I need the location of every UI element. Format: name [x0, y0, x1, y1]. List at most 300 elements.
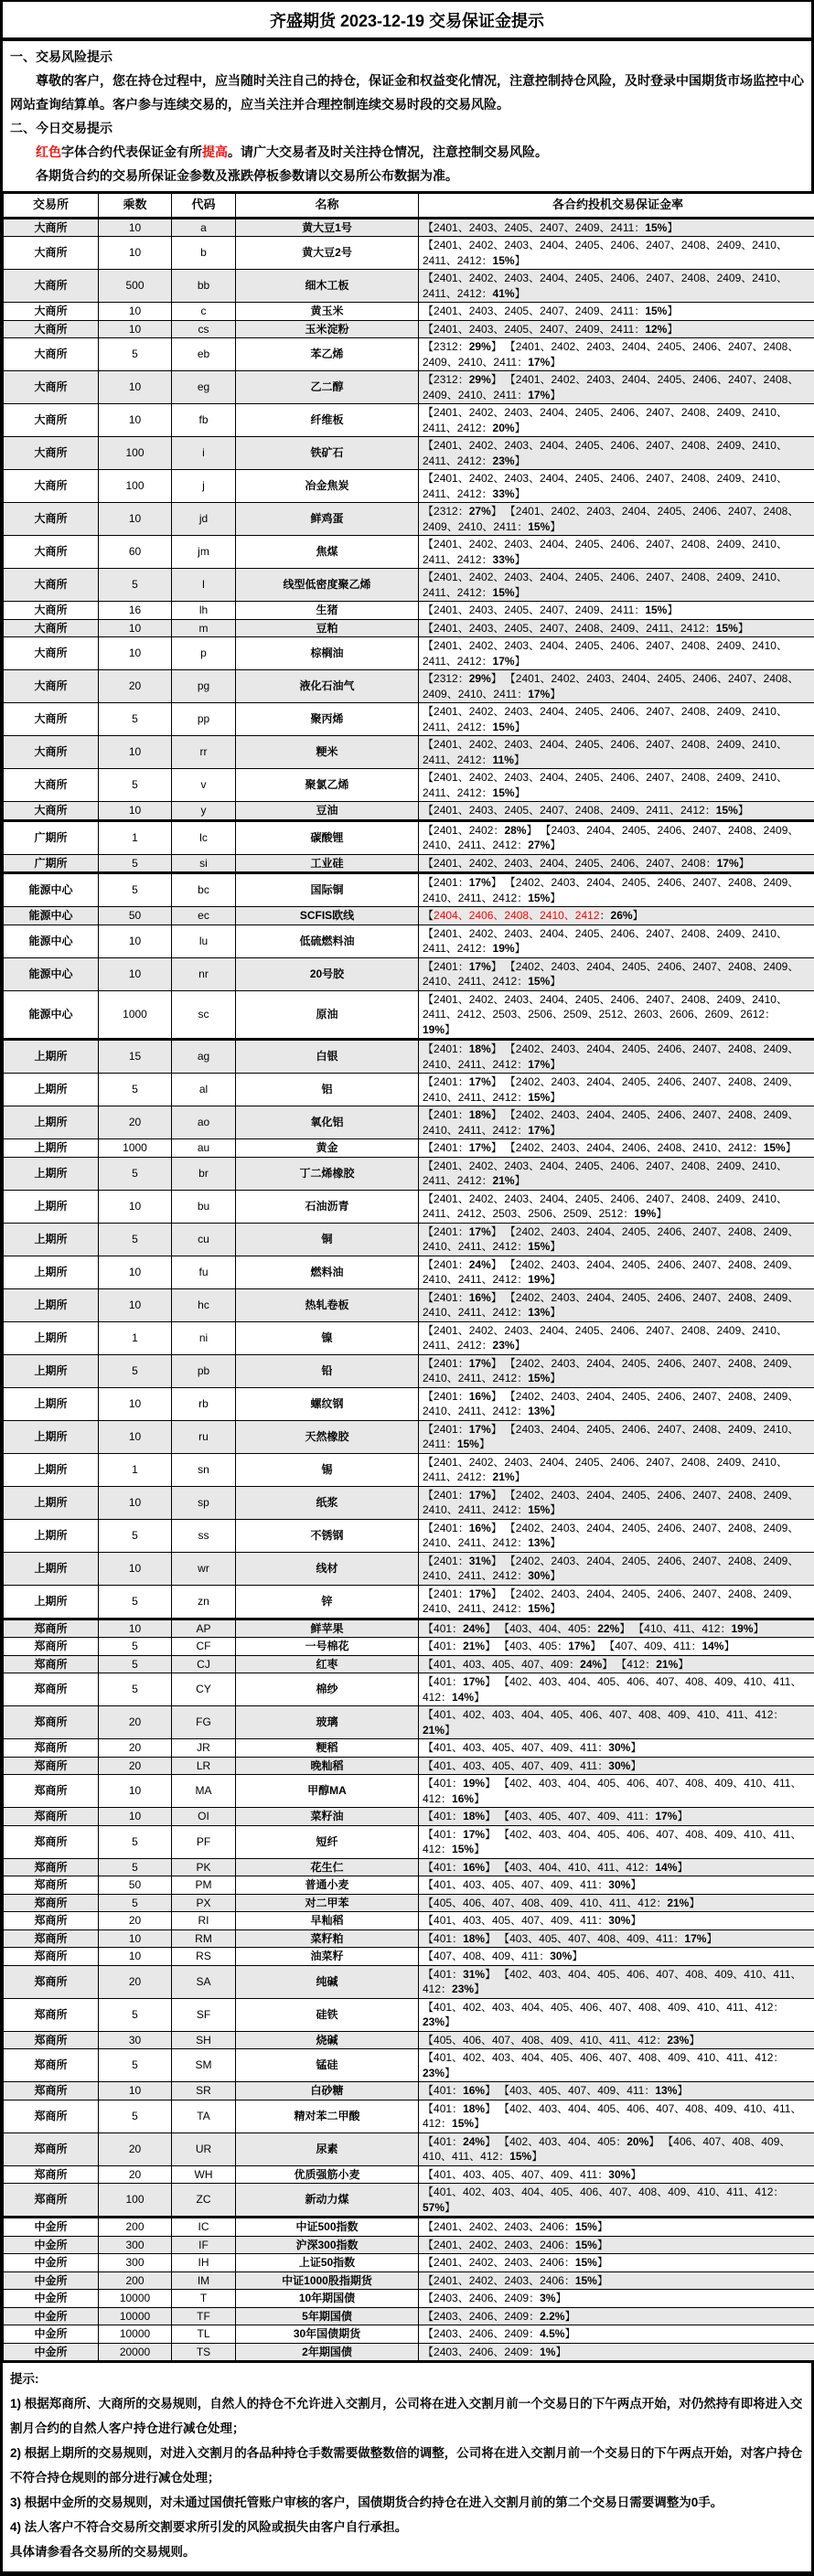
margin-rates-cell [419, 1453, 814, 1486]
margin-rates-cell [419, 602, 814, 620]
code-cell: ni [172, 1321, 236, 1354]
name-cell: 锰硅 [236, 2049, 419, 2082]
code-cell: zn [172, 1585, 236, 1619]
multiplier-cell: 10 [99, 1808, 172, 1826]
margin-rates-cell [419, 1074, 814, 1106]
code-cell: v [172, 769, 236, 802]
multiplier-cell: 15 [99, 1040, 172, 1074]
name-cell: 花生仁 [236, 1858, 419, 1876]
margin-group: 【401、403、405、407、409、411：30%】 [423, 1759, 641, 1772]
margin-rates-cell [419, 569, 814, 602]
exchange-cell: 大商所 [4, 503, 99, 536]
exchange-cell: 上期所 [4, 1040, 99, 1074]
multiplier-cell: 10 [99, 371, 172, 404]
multiplier-cell: 20 [99, 2132, 172, 2165]
table-row [4, 569, 814, 602]
margin-group: 【2403、2404、2405、2406、2407、2408、2409、2410、2411：15%】 [423, 1423, 798, 1451]
margin-rates-cell [419, 907, 814, 925]
exchange-cell: 能源中心 [4, 925, 99, 957]
margin-group: 【2401、2402、2403、2404、2405、2406、2407、2408、2409、2410、2411、2412：19%】 [423, 927, 787, 956]
margin-rates-cell [419, 1825, 814, 1858]
margin-group: 【2401、2402、2403、2404、2405、2406、2407、2408、2409、2410、2411：15%】 [423, 505, 798, 533]
exchange-cell: 大商所 [4, 602, 99, 620]
margin-group: 【401、403、405、407、409、411：30%】 [423, 1914, 641, 1927]
table-row [4, 2165, 814, 2184]
name-cell: 5年期国债 [236, 2307, 419, 2325]
margin-group: 【2401、2402、2403、2404、2405、2406、2407、2408、2409、2410、2411、2412：21%】 [423, 1456, 787, 1484]
multiplier-cell: 5 [99, 1998, 172, 2031]
margin-group: 【2403、2406、2409：1%】 [423, 2346, 566, 2358]
name-cell: 优质强筋小麦 [236, 2165, 419, 2184]
margin-rates-cell [419, 1106, 814, 1139]
code-cell: TA [172, 2100, 236, 2132]
margin-rates-cell [419, 1808, 814, 1826]
name-cell: 豆油 [236, 802, 419, 821]
name-cell: 苯乙烯 [236, 338, 419, 371]
margin-rates-cell [419, 218, 814, 237]
multiplier-cell: 300 [99, 2236, 172, 2254]
exchange-cell: 中金所 [4, 2325, 99, 2344]
margin-group: 【402、403、404、405、406、407、408、409、410、411、412：14%】 [423, 1675, 801, 1704]
multiplier-cell: 5 [99, 1655, 172, 1673]
name-cell: 普通小麦 [236, 1876, 419, 1895]
table-row [4, 820, 814, 854]
multiplier-cell: 100 [99, 2184, 172, 2218]
multiplier-cell: 10 [99, 925, 172, 957]
name-cell: 菜籽油 [236, 1808, 419, 1826]
name-cell: 液化石油气 [236, 670, 419, 703]
name-cell: 铁矿石 [236, 437, 419, 470]
table-row [4, 907, 814, 925]
margin-group: 【2402、2403、2404、2405、2406、2407、2408、2409、2410、2411、2412：17%】 [423, 1108, 798, 1137]
margin-rates-cell [419, 802, 814, 821]
table-row [4, 2049, 814, 2082]
multiplier-cell: 10 [99, 637, 172, 670]
margin-rates-cell [419, 1585, 814, 1619]
table-row [4, 1288, 814, 1321]
table-row [4, 1321, 814, 1354]
name-cell: 聚氯乙烯 [236, 769, 419, 802]
multiplier-cell: 5 [99, 1638, 172, 1656]
margin-group: 【2401：18%】 [423, 1108, 502, 1121]
name-cell: 甲醇MA [236, 1775, 419, 1808]
margin-rates-cell [419, 1552, 814, 1585]
exchange-cell: 郑商所 [4, 1655, 99, 1673]
name-cell: 线材 [236, 1552, 419, 1585]
name-cell: 丁二烯橡胶 [236, 1157, 419, 1190]
exchange-cell: 上期所 [4, 1486, 99, 1519]
exchange-cell: 郑商所 [4, 2132, 99, 2165]
margin-group: 【2312：29%】 [423, 373, 502, 386]
section2-paragraph: 各期货合约的交易所保证金参数及涨跌停板参数请以交易所公布数据为准。 [10, 164, 804, 187]
margin-rates-cell [419, 820, 814, 854]
multiplier-cell: 20 [99, 1912, 172, 1930]
multiplier-cell: 60 [99, 536, 172, 569]
table-row [4, 925, 814, 957]
margin-rates-cell [419, 2082, 814, 2100]
name-cell: 鲜苹果 [236, 1619, 419, 1638]
margin-rates-cell [419, 1157, 814, 1190]
table-row [4, 1638, 814, 1656]
margin-group: 【2401、2402、2403、2404、2405、2406、2407、2408、2409、2410、2411：17%】 [423, 340, 798, 369]
margin-group: 【2402、2403、2404、2405、2406、2407、2408、2409、2410、2411、2412：15%】 [423, 1075, 798, 1104]
margin-rates-cell [419, 1223, 814, 1256]
name-cell: 油菜籽 [236, 1948, 419, 1966]
margin-rates-cell [419, 873, 814, 907]
code-cell: TL [172, 2325, 236, 2344]
name-cell: 纯碱 [236, 1965, 419, 1998]
exchange-cell: 大商所 [4, 303, 99, 321]
code-cell: LR [172, 1757, 236, 1775]
table-row [4, 1256, 814, 1288]
name-cell: 冶金焦炭 [236, 470, 419, 503]
multiplier-cell: 5 [99, 2049, 172, 2082]
margin-group: 【2401、2402、2403、2404、2405、2406、2407、2408、2409、2410、2411、2412、2503、2506、2509、2512：19%】 [423, 1192, 787, 1221]
table-row [4, 957, 814, 990]
margin-rates-cell [419, 703, 814, 736]
exchange-cell: 中金所 [4, 2236, 99, 2254]
code-cell: fb [172, 404, 236, 437]
multiplier-cell: 10000 [99, 2290, 172, 2308]
margin-rates-cell [419, 1929, 814, 1948]
multiplier-cell: 5 [99, 1519, 172, 1552]
code-cell: cs [172, 320, 236, 338]
table-row [4, 2132, 814, 2165]
name-cell: 铜 [236, 1223, 419, 1256]
multiplier-cell: 5 [99, 1894, 172, 1912]
name-cell: 乙二醇 [236, 371, 419, 404]
name-cell: 短纤 [236, 1825, 419, 1858]
exchange-cell: 大商所 [4, 270, 99, 303]
margin-group: 【2402、2403、2404、2405、2406、2407、2408、2409、2410、2411、2412：30%】 [423, 1555, 798, 1583]
margin-rates-cell [419, 1354, 814, 1387]
code-cell: IF [172, 2236, 236, 2254]
table-row [4, 1040, 814, 1074]
name-cell: 铅 [236, 1354, 419, 1387]
code-cell: rb [172, 1387, 236, 1420]
name-cell: 黄大豆2号 [236, 237, 419, 270]
table-header [4, 193, 814, 219]
margin-rates-cell [419, 2031, 814, 2049]
multiplier-cell: 10 [99, 619, 172, 637]
margin-group: 【2401、2403、2405、2407、2409、2411：15%】 [423, 305, 678, 317]
name-cell: 纸浆 [236, 1486, 419, 1519]
margin-group: 【2401：17%】 [423, 1489, 502, 1502]
name-cell: 燃料油 [236, 1256, 419, 1288]
name-cell: 铝 [236, 1074, 419, 1106]
margin-group: 【2401：24%】 [423, 1258, 502, 1271]
multiplier-cell: 500 [99, 270, 172, 303]
name-cell: 烧碱 [236, 2031, 419, 2049]
margin-group: 【401、403、405、407、409、411：30%】 [423, 2168, 641, 2181]
margin-group: 【2401、2402、2403、2404、2405、2406、2407、2408、2409、2410、2411、2412：17%】 [423, 639, 787, 668]
code-cell: ao [172, 1106, 236, 1139]
margin-group: 【2401：18%】 [423, 1042, 502, 1055]
margin-group: 【2401、2403、2405、2407、2409、2411：15%】 [423, 604, 678, 616]
code-cell: cu [172, 1223, 236, 1256]
code-cell: ec [172, 907, 236, 925]
table-row [4, 2290, 814, 2308]
code-cell: si [172, 854, 236, 873]
exchange-cell: 郑商所 [4, 1894, 99, 1912]
table-row [4, 1998, 814, 2031]
multiplier-cell: 10 [99, 1256, 172, 1288]
margin-group: 【403、404、410、411、412：14%】 [504, 1861, 688, 1874]
margin-rates-cell [419, 1757, 814, 1775]
multiplier-cell: 5 [99, 1157, 172, 1190]
table-row [4, 1074, 814, 1106]
exchange-cell: 大商所 [4, 637, 99, 670]
name-cell: 黄玉米 [236, 303, 419, 321]
intro-section [3, 41, 811, 189]
exchange-cell: 大商所 [4, 320, 99, 338]
name-cell: 鲜鸡蛋 [236, 503, 419, 536]
name-cell: 黄金 [236, 1139, 419, 1158]
margin-rates-cell [419, 1387, 814, 1420]
margin-group: 【401、402、403、404、405、406、407、408、409、410、411、412：23%】 [423, 2001, 784, 2029]
margin-rates-cell [419, 270, 814, 303]
exchange-cell: 中金所 [4, 2254, 99, 2272]
margin-group: 【2402、2403、2404、2405、2406、2407、2408、2409、2410、2411、2412：15%】 [423, 1357, 798, 1385]
table-row [4, 1552, 814, 1585]
name-cell: 20号胶 [236, 957, 419, 990]
margin-group: 【2401：17%】 [423, 1587, 502, 1600]
multiplier-cell: 10 [99, 237, 172, 270]
exchange-cell: 郑商所 [4, 1998, 99, 2031]
margin-group: 【2401、2402、2403、2406：15%】 [423, 2239, 608, 2251]
code-cell: SF [172, 1998, 236, 2031]
margin-rates-cell [419, 1420, 814, 1453]
exchange-cell: 郑商所 [4, 1775, 99, 1808]
multiplier-cell: 20 [99, 1706, 172, 1739]
margin-rates-cell [419, 2132, 814, 2165]
margin-rates-cell [419, 854, 814, 873]
margin-group: 【2401、2402、2403、2404、2405、2406、2407、2408、2409、2410、2411、2412：23%】 [423, 1324, 787, 1352]
margin-group: 【2402、2403、2404、2405、2406、2407、2408、2409、2410、2411、2412：15%】 [423, 876, 798, 904]
multiplier-cell: 5 [99, 769, 172, 802]
table-row [4, 270, 814, 303]
code-cell: pp [172, 703, 236, 736]
margin-group: 【401：16%】 [423, 2084, 496, 2097]
margin-rates-cell [419, 1775, 814, 1808]
multiplier-cell: 10 [99, 320, 172, 338]
code-cell: ag [172, 1040, 236, 1074]
multiplier-cell: 20 [99, 1757, 172, 1775]
table-row [4, 1139, 814, 1158]
name-cell: 玉米淀粉 [236, 320, 419, 338]
exchange-cell: 大商所 [4, 218, 99, 237]
code-cell: TF [172, 2307, 236, 2325]
exchange-cell: 大商所 [4, 703, 99, 736]
margin-rates-cell [419, 503, 814, 536]
code-cell: m [172, 619, 236, 637]
code-cell: jd [172, 503, 236, 536]
exchange-cell: 大商所 [4, 437, 99, 470]
code-cell: bc [172, 873, 236, 907]
name-cell: 对二甲苯 [236, 1894, 419, 1912]
margin-rates-cell [419, 670, 814, 703]
exchange-cell: 能源中心 [4, 957, 99, 990]
margin-group: 【402、403、404、405、406、407、408、409、410、411、412：15%】 [423, 1828, 801, 1856]
table-row [4, 1655, 814, 1673]
margin-group: 【2401：17%】 [423, 1423, 502, 1436]
exchange-cell: 大商所 [4, 670, 99, 703]
name-cell: 10年期国债 [236, 2290, 419, 2308]
multiplier-cell: 1000 [99, 1139, 172, 1158]
code-cell: WH [172, 2165, 236, 2184]
code-cell: PX [172, 1894, 236, 1912]
multiplier-cell: 5 [99, 569, 172, 602]
exchange-cell: 上期所 [4, 1288, 99, 1321]
multiplier-cell: 10 [99, 1552, 172, 1585]
code-cell: ZC [172, 2184, 236, 2218]
margin-group: 【405、406、407、408、409、410、411、412：21%】 [423, 1897, 700, 1909]
exchange-cell: 郑商所 [4, 2049, 99, 2082]
multiplier-cell: 5 [99, 854, 172, 873]
margin-rates-cell [419, 2343, 814, 2362]
multiplier-cell: 200 [99, 2218, 172, 2237]
table-row [4, 1190, 814, 1223]
table-row [4, 990, 814, 1040]
margin-rates-cell [419, 619, 814, 637]
exchange-cell: 上期所 [4, 1321, 99, 1354]
margin-rates-cell [419, 1858, 814, 1876]
margin-group: 【405、406、407、408、409、410、411、412：23%】 [423, 2034, 700, 2047]
multiplier-cell: 10 [99, 1420, 172, 1453]
margin-rates-cell [419, 1739, 814, 1758]
margin-group: 【401：18%】 [423, 1932, 496, 1945]
margin-group: 【406、407、408、409、410、411、412：15%】 [423, 2135, 790, 2164]
multiplier-cell: 5 [99, 1858, 172, 1876]
name-cell: 镍 [236, 1321, 419, 1354]
margin-group: 【401：18%】 [423, 2102, 496, 2115]
multiplier-cell: 5 [99, 1223, 172, 1256]
margin-rates-cell [419, 1619, 814, 1638]
code-cell: ru [172, 1420, 236, 1453]
margin-group: 【2312：29%】 [423, 340, 502, 353]
margin-group: 【2312：29%】 [423, 672, 502, 685]
exchange-cell: 上期所 [4, 1354, 99, 1387]
exchange-cell: 大商所 [4, 619, 99, 637]
margin-group: 【2312：27%】 [423, 505, 502, 518]
code-cell: nr [172, 957, 236, 990]
exchange-cell: 大商所 [4, 237, 99, 270]
name-cell: 硅铁 [236, 1998, 419, 2031]
exchange-cell: 能源中心 [4, 873, 99, 907]
margin-group: 【2401：16%】 [423, 1522, 502, 1534]
margin-rates-cell [419, 1965, 814, 1998]
multiplier-cell: 10 [99, 1486, 172, 1519]
exchange-cell: 上期所 [4, 1453, 99, 1486]
exchange-cell: 郑商所 [4, 1929, 99, 1948]
table-row [4, 1585, 814, 1619]
exchange-cell: 上期所 [4, 1256, 99, 1288]
margin-group: 【2401：17%】 [423, 1141, 502, 1154]
code-cell: lu [172, 925, 236, 957]
exchange-cell: 上期所 [4, 1074, 99, 1106]
margin-group: 【2401：31%】 [423, 1555, 502, 1567]
code-cell: TS [172, 2343, 236, 2362]
code-cell: b [172, 237, 236, 270]
multiplier-cell: 100 [99, 437, 172, 470]
table-row [4, 1739, 814, 1758]
multiplier-cell: 10 [99, 1775, 172, 1808]
code-cell: RS [172, 1948, 236, 1966]
code-cell: CY [172, 1673, 236, 1706]
margin-rates-cell [419, 1948, 814, 1966]
table-row [4, 1706, 814, 1739]
margin-group: 【403、404、405：22%】 [504, 1622, 630, 1635]
margin-rates-cell [419, 437, 814, 470]
code-cell: rr [172, 736, 236, 769]
margin-rates-cell [419, 2290, 814, 2308]
name-cell: 纤维板 [236, 404, 419, 437]
table-row [4, 1354, 814, 1387]
margin-group: 【2403、2406、2409：4.5%】 [423, 2327, 576, 2340]
margin-group: 【407、409、411：14%】 [609, 1640, 734, 1652]
code-cell: UR [172, 2132, 236, 2165]
table-row [4, 470, 814, 503]
name-cell: 棕榈油 [236, 637, 419, 670]
col-multiplier: 乘数 [99, 193, 172, 219]
exchange-cell: 郑商所 [4, 1858, 99, 1876]
exchange-cell: 大商所 [4, 769, 99, 802]
margin-group: 【403、405、407、409、411：13%】 [504, 2084, 688, 2097]
code-cell: sp [172, 1486, 236, 1519]
margin-group: 【410、411、412：19%】 [638, 1622, 764, 1635]
multiplier-cell: 20 [99, 1106, 172, 1139]
table-row [4, 2325, 814, 2344]
margin-group: 【401：21%】 [423, 1640, 496, 1652]
tip-mid-text: 字体合约代表保证金有所 [61, 144, 202, 159]
margin-group: 【2401、2402、2403、2404、2405、2406、2407、2408、2409、2410、2411、2412：23%】 [423, 439, 787, 467]
code-cell: l [172, 569, 236, 602]
exchange-cell: 郑商所 [4, 2184, 99, 2218]
table-row [4, 1858, 814, 1876]
code-cell: MA [172, 1775, 236, 1808]
margin-group: 【401、403、405、407、409、411：30%】 [423, 1878, 641, 1891]
exchange-cell: 广期所 [4, 820, 99, 854]
exchange-cell: 郑商所 [4, 1673, 99, 1706]
exchange-cell: 郑商所 [4, 1706, 99, 1739]
exchange-cell: 上期所 [4, 1387, 99, 1420]
margin-rates-cell [419, 1673, 814, 1706]
exchange-cell: 郑商所 [4, 1948, 99, 1966]
code-cell: a [172, 218, 236, 237]
exchange-cell: 中金所 [4, 2290, 99, 2308]
table-row [4, 703, 814, 736]
margin-group: 【401：24%】 [423, 1622, 496, 1635]
margin-group: 【2402、2403、2404、2405、2406、2407、2408、2409、2410、2411、2412：15%】 [423, 960, 798, 989]
multiplier-cell: 10 [99, 303, 172, 321]
margin-group: 【2402、2403、2404、2405、2406、2407、2408、2409、2410、2411、2412：15%】 [423, 1587, 798, 1616]
name-cell: 沪深300指数 [236, 2236, 419, 2254]
margin-group: 【2401、2402、2403、2404、2405、2406、2407、2408、2409、2410、2411、2412、2503、2506、2509、2512、2603、2606、2609、2612：19%】 [423, 993, 787, 1036]
margin-group: 【2403、2406、2409：2.2%】 [423, 2310, 576, 2323]
name-cell: 玻璃 [236, 1706, 419, 1739]
code-cell: br [172, 1157, 236, 1190]
code-cell: sn [172, 1453, 236, 1486]
margin-group: 【2401、2402、2403、2404、2405、2406、2407、2408、2409、2410、2411、2412：15%】 [423, 239, 787, 267]
margin-group: 【401、402、403、404、405、406、407、408、409、410、411、412：57%】 [423, 2186, 784, 2214]
margin-rates-cell [419, 2254, 814, 2272]
table-row [4, 602, 814, 620]
exchange-cell: 郑商所 [4, 2165, 99, 2184]
multiplier-cell: 10 [99, 736, 172, 769]
note-item: 2) 根据上期所的交易规则，对进入交割月的各品种持仓手数需要做整数倍的调整，公司将在进入交割月前一个交易日的下午两点开始，对客户持仓不符合持仓规则的部分进行减仓处理； [10, 2441, 804, 2490]
margin-rates-cell [419, 371, 814, 404]
margin-group: 【401：17%】 [423, 1675, 496, 1688]
